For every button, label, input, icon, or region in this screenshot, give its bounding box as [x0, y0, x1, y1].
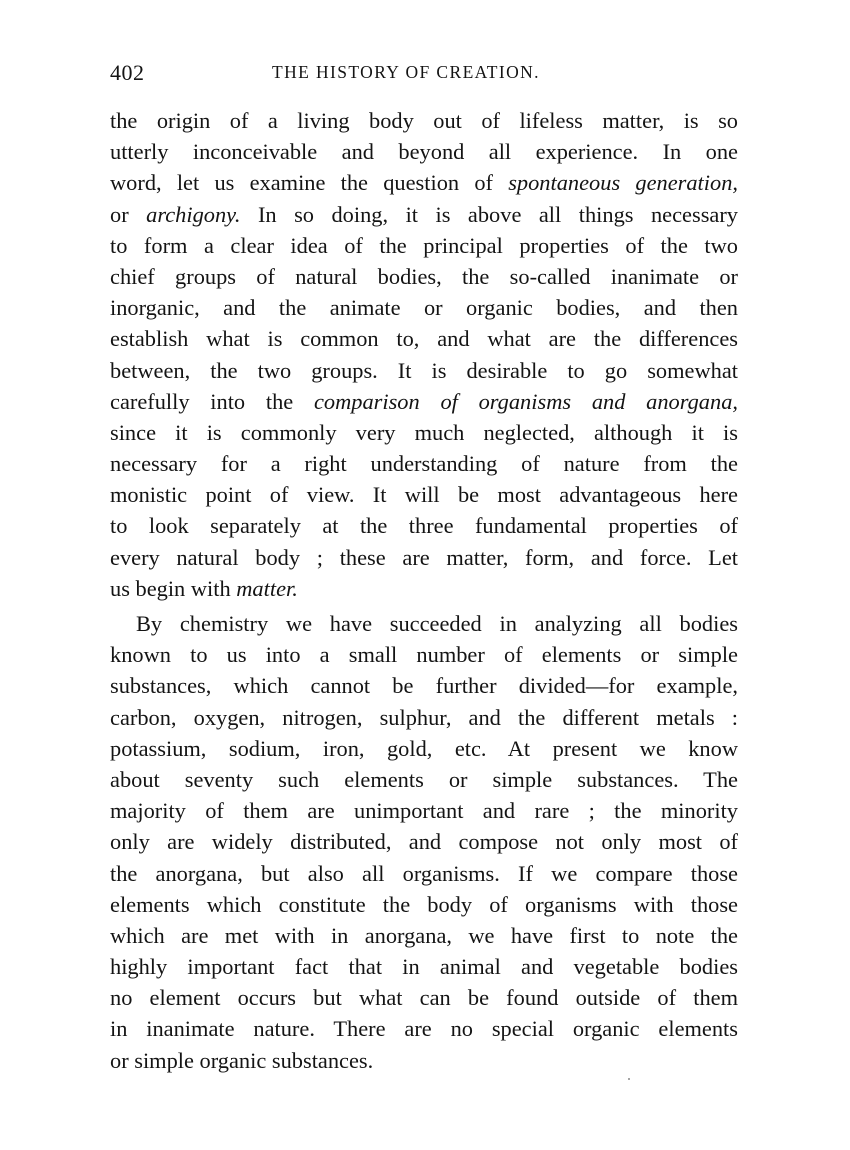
- line-text: substances, which cannot be further divided—for example,: [110, 673, 738, 699]
- text-line: [110, 733, 738, 764]
- text-line: [110, 982, 738, 1013]
- text-line: [110, 702, 738, 733]
- line-text: to look separately at the three fundamental properties of: [110, 513, 738, 539]
- text-line: [110, 230, 738, 261]
- text-line: [110, 105, 738, 136]
- text-line: [110, 355, 738, 386]
- text-line: [110, 889, 738, 920]
- italic-phrase: comparison of organisms and anorgana,: [313, 388, 738, 414]
- text-line: [110, 1013, 738, 1044]
- text-line: [110, 764, 738, 795]
- text-line: [110, 1045, 738, 1076]
- line-text: known to us into a small number of elements or simple: [110, 642, 738, 668]
- text-line: [110, 573, 738, 604]
- italic-phrase: spontaneous generation,: [508, 170, 738, 196]
- line-text: utterly inconceivable and beyond all experience. In one: [110, 139, 738, 165]
- italic-phrase: matter.: [236, 575, 298, 601]
- running-head: [110, 60, 740, 90]
- text-line: [110, 858, 738, 889]
- line-text: or simple organic substances.: [110, 1047, 374, 1073]
- line-text: monistic point of view. It will be most advantageous here: [110, 482, 738, 508]
- text-line: [110, 795, 738, 826]
- line-text: carbon, oxygen, nitrogen, sulphur, and the different metals :: [110, 704, 738, 730]
- line-text: no element occurs but what can be found outside of them: [110, 985, 738, 1011]
- text-line: [110, 479, 738, 510]
- text-line: [110, 542, 738, 573]
- running-title: THE HISTORY OF CREATION.: [272, 62, 540, 82]
- text-line: [110, 951, 738, 982]
- line-text: or: [110, 201, 147, 227]
- text-line: [110, 608, 738, 639]
- text-line: [110, 199, 738, 230]
- text-line: [110, 417, 738, 448]
- paper-speck: [628, 1078, 630, 1080]
- line-text: every natural body ; these are matter, form, and force. Let: [110, 544, 738, 570]
- line-text: the anorgana, but also all organisms. If we compare those: [110, 860, 738, 886]
- line-text: highly important fact that in animal and vegetable bodies: [110, 954, 738, 980]
- line-text: By chemistry we have succeeded in analyzing all bodies: [136, 611, 738, 636]
- text-line: [110, 510, 738, 541]
- line-text: inorganic, and the animate or organic bodies, and then: [110, 295, 738, 321]
- line-text: in inanimate nature. There are no special organic elements: [110, 1016, 738, 1042]
- paragraph: [110, 105, 738, 604]
- italic-phrase: archigony.: [146, 201, 241, 227]
- line-text: us begin with: [110, 575, 237, 601]
- line-text: since it is commonly very much neglected, although it is: [110, 419, 738, 445]
- text-line: [110, 639, 738, 670]
- text-line: [110, 136, 738, 167]
- line-text: between, the two groups. It is desirable to go somewhat: [110, 357, 738, 383]
- text-line: [110, 920, 738, 951]
- line-text: establish what is common to, and what are the differences: [110, 326, 738, 352]
- line-text: carefully into the: [110, 388, 314, 414]
- line-text: only are widely distributed, and compose not only most of: [110, 829, 738, 855]
- text-line: [110, 292, 738, 323]
- text-line: [110, 448, 738, 479]
- line-text: to form a clear idea of the principal properties of the two: [110, 232, 738, 258]
- text-line: [110, 826, 738, 857]
- line-text: potassium, sodium, iron, gold, etc. At present we know: [110, 735, 738, 761]
- line-text: In so doing, it is above all things necessary: [240, 201, 738, 227]
- paragraph: [110, 608, 738, 1076]
- line-text: majority of them are unimportant and rare ; the minority: [110, 798, 738, 824]
- text-line: [110, 386, 738, 417]
- text-line: [110, 261, 738, 292]
- text-line: [110, 323, 738, 354]
- page-number: 402: [110, 60, 145, 85]
- line-text: which are met with in anorgana, we have first to note the: [110, 922, 738, 948]
- text-line: [110, 167, 738, 198]
- body-text: [110, 105, 738, 1076]
- text-line: [110, 670, 738, 701]
- line-text: necessary for a right understanding of nature from the: [110, 451, 738, 477]
- line-text: about seventy such elements or simple substances. The: [110, 766, 738, 792]
- line-text: elements which constitute the body of organisms with those: [110, 891, 738, 917]
- line-text: chief groups of natural bodies, the so-called inanimate or: [110, 263, 738, 289]
- line-text: word, let us examine the question of: [110, 170, 509, 196]
- line-text: the origin of a living body out of lifeless matter, is so: [110, 108, 738, 133]
